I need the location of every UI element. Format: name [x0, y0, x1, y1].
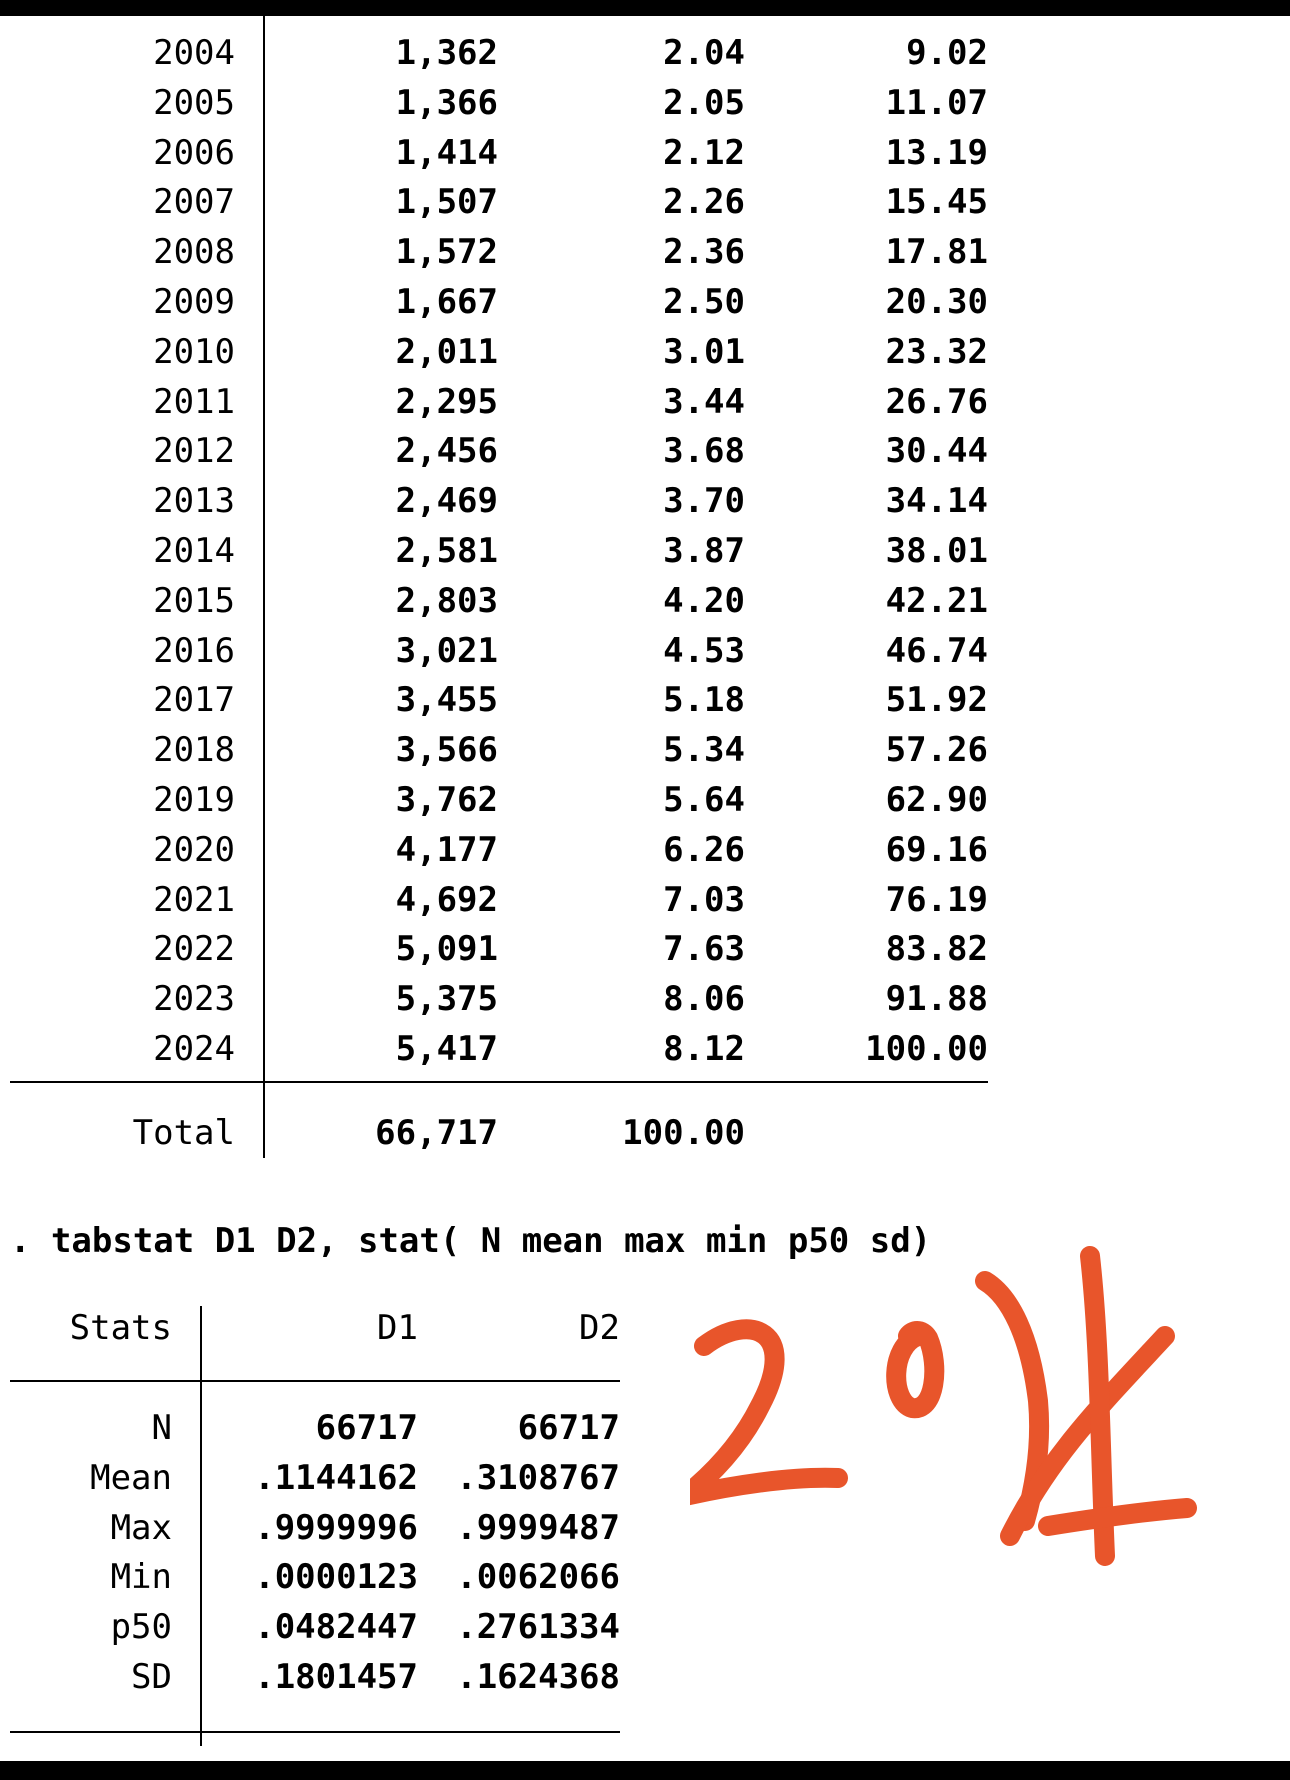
row-year: 2023 [153, 979, 235, 1020]
row-freq: 3,021 [395, 630, 498, 671]
row-percent: 2.05 [663, 82, 745, 123]
tabstat-row [0, 1403, 640, 1453]
tabstat-row-label: Min [110, 1557, 172, 1598]
annotation-digit-4-c [1048, 1508, 1187, 1526]
row-percent: 2.36 [663, 232, 745, 273]
total-row [0, 1108, 1000, 1158]
tabstat-row-label: SD [131, 1657, 172, 1697]
row-percent: 5.64 [663, 780, 745, 820]
row-cum: 57.26 [885, 730, 988, 771]
row-year: 2019 [153, 780, 235, 820]
row-percent: 2.50 [663, 282, 745, 322]
row-percent: 7.03 [663, 879, 745, 920]
row-year: 2021 [153, 879, 235, 920]
row-percent: 2.04 [663, 33, 745, 73]
row-percent: 5.34 [663, 730, 745, 771]
tabstat-row [0, 1503, 640, 1553]
freq-table-row [0, 277, 1000, 327]
tabstat-row [0, 1652, 640, 1702]
row-percent: 6.26 [663, 829, 745, 870]
row-percent: 3.70 [663, 481, 745, 522]
row-cum: 17.81 [885, 232, 988, 273]
handwritten-2024-annotation [690, 1226, 1290, 1726]
freq-table-row [0, 426, 1000, 476]
tabstat-row [0, 1453, 640, 1503]
row-percent: 2.12 [663, 132, 745, 173]
tabstat-bottom-border [10, 1731, 620, 1733]
total-percent: 100.00 [622, 1113, 745, 1153]
row-percent: 7.63 [663, 929, 745, 970]
freq-table-row [0, 775, 1000, 825]
row-cum: 13.19 [885, 132, 988, 173]
freq-table-row [0, 476, 1000, 526]
tabstat-row-d2: .2761334 [456, 1607, 620, 1648]
tabstat-row-d1: .9999996 [254, 1507, 418, 1548]
row-percent: 4.53 [663, 630, 745, 671]
freq-table-vertical-divider [263, 16, 265, 1158]
row-year: 2020 [153, 829, 235, 870]
row-freq: 1,507 [395, 182, 498, 223]
row-freq: 4,692 [395, 879, 498, 920]
row-freq: 1,366 [395, 82, 498, 123]
stata-results-window [0, 16, 1290, 1761]
row-freq: 2,456 [395, 431, 498, 472]
tabstat-row [0, 1552, 640, 1602]
row-year: 2010 [153, 331, 235, 372]
row-year: 2007 [153, 182, 235, 223]
tabstat-row [0, 1602, 640, 1652]
row-year: 2015 [153, 580, 235, 621]
row-freq: 2,581 [395, 531, 498, 571]
tabstat-header-row [0, 1303, 640, 1353]
row-freq: 2,469 [395, 481, 498, 522]
row-year: 2005 [153, 82, 235, 123]
row-year: 2012 [153, 431, 235, 472]
row-freq: 3,455 [395, 680, 498, 721]
row-year: 2006 [153, 132, 235, 173]
row-freq: 2,295 [395, 381, 498, 422]
tabstat-row-d2: .1624368 [456, 1657, 620, 1697]
row-year: 2013 [153, 481, 235, 522]
total-freq: 66,717 [375, 1113, 498, 1153]
screen-bottom-bar [0, 1761, 1290, 1780]
row-freq: 1,667 [395, 282, 498, 322]
row-cum: 34.14 [885, 481, 988, 522]
row-percent: 3.87 [663, 531, 745, 571]
annotation-digit-0 [896, 1331, 934, 1408]
freq-table-row [0, 377, 1000, 427]
tabstat-header-d2: D2 [579, 1308, 620, 1348]
row-freq: 1,572 [395, 232, 498, 273]
row-cum: 42.21 [885, 580, 988, 621]
row-freq: 5,375 [395, 979, 498, 1020]
row-percent: 3.44 [663, 381, 745, 422]
tabstat-header-stats: Stats [69, 1308, 172, 1348]
row-freq: 2,803 [395, 580, 498, 621]
tabstat-row-label: N [151, 1408, 172, 1448]
freq-table-row [0, 725, 1000, 775]
freq-table-row [0, 875, 1000, 925]
tabstat-row-label: Mean [90, 1457, 172, 1498]
row-year: 2016 [153, 630, 235, 671]
row-freq: 1,414 [395, 132, 498, 173]
row-cum: 83.82 [885, 929, 988, 970]
tabstat-row-d1: .1144162 [254, 1457, 418, 1498]
row-percent: 3.01 [663, 331, 745, 372]
tabstat-row-d2: 66717 [517, 1408, 620, 1448]
row-year: 2017 [153, 680, 235, 721]
tabstat-row-d1: .0000123 [254, 1557, 418, 1598]
row-year: 2009 [153, 282, 235, 322]
row-cum: 62.90 [885, 780, 988, 820]
freq-table-row [0, 675, 1000, 725]
row-year: 2011 [153, 381, 235, 422]
freq-table-row [0, 924, 1000, 974]
row-cum: 30.44 [885, 431, 988, 472]
row-cum: 100.00 [865, 1029, 988, 1069]
tabstat-header-separator [10, 1380, 620, 1382]
row-freq: 1,362 [395, 33, 498, 73]
row-cum: 76.19 [885, 879, 988, 920]
row-cum: 20.30 [885, 282, 988, 322]
row-cum: 69.16 [885, 829, 988, 870]
freq-table-row [0, 526, 1000, 576]
freq-table-row [0, 327, 1000, 377]
row-percent: 3.68 [663, 431, 745, 472]
command-line[interactable]: . tabstat D1 D2, stat( N mean max min p50 sd) [10, 1221, 932, 1261]
row-year: 2004 [153, 33, 235, 73]
row-percent: 8.12 [663, 1029, 745, 1069]
row-cum: 91.88 [885, 979, 988, 1020]
freq-table-row [0, 78, 1000, 128]
tabstat-header-d1: D1 [377, 1308, 418, 1348]
row-cum: 11.07 [885, 82, 988, 123]
row-year: 2008 [153, 232, 235, 273]
tabstat-row-label: Max [110, 1507, 172, 1548]
row-year: 2014 [153, 531, 235, 571]
row-year: 2022 [153, 929, 235, 970]
row-year: 2024 [153, 1029, 235, 1069]
freq-table-total-separator [10, 1081, 988, 1083]
tabstat-row-d1: .1801457 [254, 1657, 418, 1697]
row-percent: 5.18 [663, 680, 745, 721]
freq-table-row [0, 626, 1000, 676]
freq-table-row [0, 576, 1000, 626]
freq-table-row [0, 128, 1000, 178]
freq-table-row [0, 227, 1000, 277]
tabstat-row-d1: 66717 [315, 1408, 418, 1448]
row-percent: 2.26 [663, 182, 745, 223]
tabstat-row-d2: .3108767 [456, 1457, 620, 1498]
row-freq: 4,177 [395, 829, 498, 870]
row-cum: 23.32 [885, 331, 988, 372]
tabstat-row-d1: .0482447 [254, 1607, 418, 1648]
annotation-digit-2 [690, 1329, 838, 1496]
row-freq: 3,762 [395, 780, 498, 820]
total-label: Total [132, 1113, 235, 1153]
row-freq: 5,091 [395, 929, 498, 970]
row-percent: 8.06 [663, 979, 745, 1020]
tabstat-row-d2: .0062066 [456, 1557, 620, 1598]
freq-table-row [0, 1024, 1000, 1074]
freq-table-row [0, 974, 1000, 1024]
row-cum: 15.45 [885, 182, 988, 223]
row-year: 2018 [153, 730, 235, 771]
row-freq: 2,011 [395, 331, 498, 372]
row-cum: 51.92 [885, 680, 988, 721]
tabstat-row-label: p50 [110, 1607, 172, 1648]
freq-table-row [0, 825, 1000, 875]
row-cum: 46.74 [885, 630, 988, 671]
row-freq: 5,417 [395, 1029, 498, 1069]
tabstat-row-d2: .9999487 [456, 1507, 620, 1548]
freq-table-row [0, 28, 1000, 78]
row-percent: 4.20 [663, 580, 745, 621]
row-cum: 26.76 [885, 381, 988, 422]
row-cum: 9.02 [906, 33, 988, 73]
row-freq: 3,566 [395, 730, 498, 771]
row-cum: 38.01 [885, 531, 988, 571]
freq-table-row [0, 177, 1000, 227]
